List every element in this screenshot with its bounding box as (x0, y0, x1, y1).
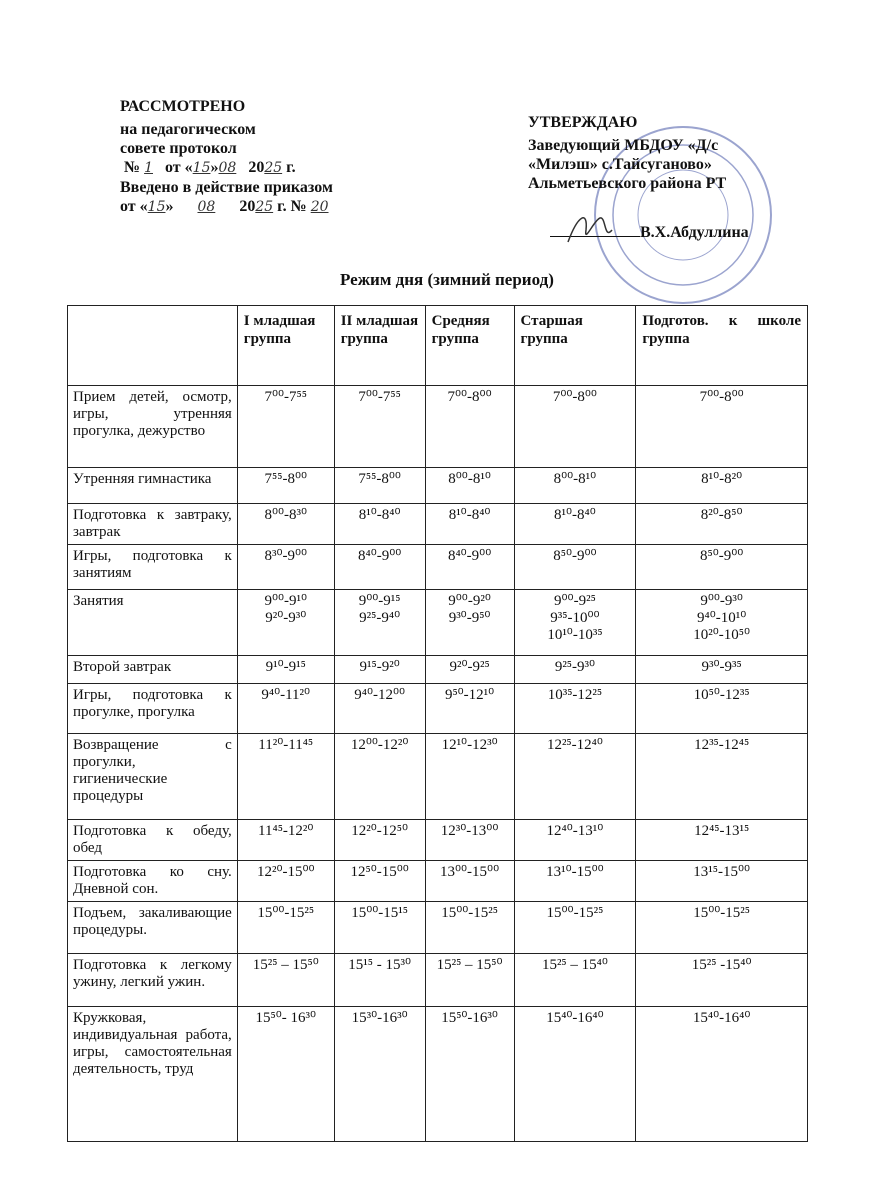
time-cell: 9⁴⁰-12⁰⁰ (334, 684, 425, 734)
table-row (68, 468, 808, 504)
activity-cell: Игры, подготовка к прогулке, прогулка (68, 684, 238, 734)
time-cell: 8¹⁰-8⁴⁰ (334, 504, 425, 545)
time-cell: 9⁰⁰-9³⁰ 9⁴⁰-10¹⁰ 10²⁰-10⁵⁰ (636, 590, 808, 656)
protocol-from: от « (165, 159, 193, 176)
time-cell: 12³⁰-13⁰⁰ (425, 820, 514, 861)
time-cell: 15⁵⁰- 16³⁰ (237, 1007, 334, 1142)
activity-cell: Прием детей, осмотр, игры, утренняя прогулка, дежурство (68, 386, 238, 468)
table-row (68, 1007, 808, 1142)
column-header (68, 306, 238, 386)
header-row (68, 306, 808, 386)
review-line2: совете протокол (120, 140, 237, 157)
time-cell: 11⁴⁵-12²⁰ (237, 820, 334, 861)
table-row (68, 386, 808, 468)
table-row (68, 684, 808, 734)
time-cell: 11²⁰-11⁴⁵ (237, 734, 334, 820)
time-cell: 15⁰⁰-15²⁵ (514, 902, 636, 954)
time-cell: 7⁰⁰-8⁰⁰ (514, 386, 636, 468)
time-cell: 10⁵⁰-12³⁵ (636, 684, 808, 734)
time-cell: 7⁵⁵-8⁰⁰ (334, 468, 425, 504)
order-year: 25 (255, 199, 274, 215)
time-cell: 9³⁰-9³⁵ (636, 656, 808, 684)
table-row (68, 861, 808, 902)
time-cell: 15²⁵ – 15⁵⁰ (425, 954, 514, 1007)
review-heading: РАССМОТРЕНО (120, 98, 246, 115)
table-row (68, 820, 808, 861)
order-number: 20 (310, 199, 329, 215)
time-cell: 12²⁵-12⁴⁰ (514, 734, 636, 820)
schedule-table (67, 305, 808, 1142)
time-cell: 9⁴⁰-11²⁰ (237, 684, 334, 734)
column-header: Старшая группа (514, 306, 636, 386)
time-cell: 12⁴⁵-13¹⁵ (636, 820, 808, 861)
protocol-line (120, 158, 333, 178)
time-cell: 15³⁰-16³⁰ (334, 1007, 425, 1142)
table-row (68, 902, 808, 954)
protocol-mid: » (210, 159, 219, 176)
time-cell: 9¹⁰-9¹⁵ (237, 656, 334, 684)
time-cell: 10³⁵-12²⁵ (514, 684, 636, 734)
time-cell: 13¹⁵-15⁰⁰ (636, 861, 808, 902)
time-cell: 8⁴⁰-9⁰⁰ (425, 545, 514, 590)
activity-cell: Подъем, закаливающие процедуры. (68, 902, 238, 954)
protocol-day: 15 (192, 160, 211, 176)
approve-heading: УТВЕРЖДАЮ (528, 114, 638, 131)
order-suffix: г. № (277, 198, 307, 215)
time-cell: 15⁴⁰-16⁴⁰ (636, 1007, 808, 1142)
protocol-prefix: № (124, 159, 141, 176)
time-cell: 8¹⁰-8²⁰ (636, 468, 808, 504)
time-cell: 7⁰⁰-8⁰⁰ (425, 386, 514, 468)
time-cell: 9²⁰-9²⁵ (425, 656, 514, 684)
protocol-year-prefix: 20 (248, 159, 265, 176)
table-row (68, 734, 808, 820)
activity-cell: Подготовка к завтраку, завтрак (68, 504, 238, 545)
time-cell: 12²⁰-12⁵⁰ (334, 820, 425, 861)
time-cell: 9¹⁵-9²⁰ (334, 656, 425, 684)
column-header: Подготов. к школе группа (636, 306, 808, 386)
activity-cell: Возвращение с прогулки, гигиенические процедуры (68, 734, 238, 820)
order-year-prefix: 20 (239, 198, 256, 215)
time-cell: 8⁵⁰-9⁰⁰ (636, 545, 808, 590)
activity-cell: Подготовка ко сну. Дневной сон. (68, 861, 238, 902)
time-cell: 12¹⁰-12³⁰ (425, 734, 514, 820)
time-cell: 15⁰⁰-15²⁵ (636, 902, 808, 954)
time-cell: 9⁵⁰-12¹⁰ (425, 684, 514, 734)
time-cell: 15⁵⁰-16³⁰ (425, 1007, 514, 1142)
time-cell: 15²⁵ – 15⁵⁰ (237, 954, 334, 1007)
table-row (68, 656, 808, 684)
activity-cell: Подготовка к легкому ужину, легкий ужин. (68, 954, 238, 1007)
activity-cell: Занятия (68, 590, 238, 656)
time-cell: 7⁵⁵-8⁰⁰ (237, 468, 334, 504)
time-cell: 8⁴⁰-9⁰⁰ (334, 545, 425, 590)
time-cell: 12⁵⁰-15⁰⁰ (334, 861, 425, 902)
order-line (120, 197, 333, 217)
table-row (68, 504, 808, 545)
time-cell: 8⁰⁰-8³⁰ (237, 504, 334, 545)
table-row (68, 590, 808, 656)
signer-name: В.Х.Абдуллина (640, 224, 749, 241)
time-cell: 9⁰⁰-9²⁰ 9³⁰-9⁵⁰ (425, 590, 514, 656)
time-cell: 15⁰⁰-15¹⁵ (334, 902, 425, 954)
time-cell: 13¹⁰-15⁰⁰ (514, 861, 636, 902)
review-line1: на педагогическом (120, 121, 256, 138)
time-cell: 15²⁵ – 15⁴⁰ (514, 954, 636, 1007)
time-cell: 12⁴⁰-13¹⁰ (514, 820, 636, 861)
order-month: 08 (197, 199, 216, 215)
time-cell: 8⁰⁰-8¹⁰ (514, 468, 636, 504)
time-cell: 8³⁰-9⁰⁰ (237, 545, 334, 590)
activity-cell: Второй завтрак (68, 656, 238, 684)
approve-line2: «Милэш» с.Тайсуганово» (528, 156, 712, 173)
time-cell: 7⁰⁰-7⁵⁵ (334, 386, 425, 468)
time-cell: 8²⁰-8⁵⁰ (636, 504, 808, 545)
activity-cell: Игры, подготовка к занятиям (68, 545, 238, 590)
time-cell: 15⁰⁰-15²⁵ (425, 902, 514, 954)
time-cell: 13⁰⁰-15⁰⁰ (425, 861, 514, 902)
order-mid: » (165, 198, 174, 215)
time-cell: 15¹⁵ - 15³⁰ (334, 954, 425, 1007)
time-cell: 8¹⁰-8⁴⁰ (425, 504, 514, 545)
approve-line3: Альметьевского района РТ (528, 175, 727, 192)
time-cell: 8⁰⁰-8¹⁰ (425, 468, 514, 504)
review-block (120, 97, 333, 217)
time-cell: 9⁰⁰-9¹⁰ 9²⁰-9³⁰ (237, 590, 334, 656)
activity-cell: Подготовка к обеду, обед (68, 820, 238, 861)
time-cell: 12³⁵-12⁴⁵ (636, 734, 808, 820)
time-cell: 9²⁵-9³⁰ (514, 656, 636, 684)
time-cell: 9⁰⁰-9²⁵ 9³⁵-10⁰⁰ 10¹⁰-10³⁵ (514, 590, 636, 656)
time-cell: 12²⁰-15⁰⁰ (237, 861, 334, 902)
page-title: Режим дня (зимний период) (340, 270, 554, 289)
time-cell: 8¹⁰-8⁴⁰ (514, 504, 636, 545)
signature (560, 210, 620, 250)
time-cell: 8⁵⁰-9⁰⁰ (514, 545, 636, 590)
order-day: 15 (147, 199, 166, 215)
time-cell: 12⁰⁰-12²⁰ (334, 734, 425, 820)
column-header: I младшая группа (237, 306, 334, 386)
protocol-year: 25 (264, 160, 283, 176)
table-row (68, 545, 808, 590)
time-cell: 9⁰⁰-9¹⁵ 9²⁵-9⁴⁰ (334, 590, 425, 656)
time-cell: 15⁴⁰-16⁴⁰ (514, 1007, 636, 1142)
activity-cell: Утренняя гимнастика (68, 468, 238, 504)
time-cell: 15⁰⁰-15²⁵ (237, 902, 334, 954)
time-cell: 7⁰⁰-8⁰⁰ (636, 386, 808, 468)
protocol-month: 08 (218, 160, 237, 176)
column-header: Средняя группа (425, 306, 514, 386)
time-cell: 15²⁵ -15⁴⁰ (636, 954, 808, 1007)
time-cell: 7⁰⁰-7⁵⁵ (237, 386, 334, 468)
review-line4: Введено в действие приказом (120, 179, 333, 196)
table-row (68, 954, 808, 1007)
activity-cell: Кружковая, индивидуальная работа, игры, самостоятельная деятельность, труд (68, 1007, 238, 1142)
order-from: от « (120, 198, 148, 215)
protocol-year-suffix: г. (286, 159, 296, 176)
protocol-number: 1 (144, 160, 153, 176)
approve-line1: Заведующий МБДОУ «Д/с (528, 137, 719, 154)
column-header: II младшая группа (334, 306, 425, 386)
